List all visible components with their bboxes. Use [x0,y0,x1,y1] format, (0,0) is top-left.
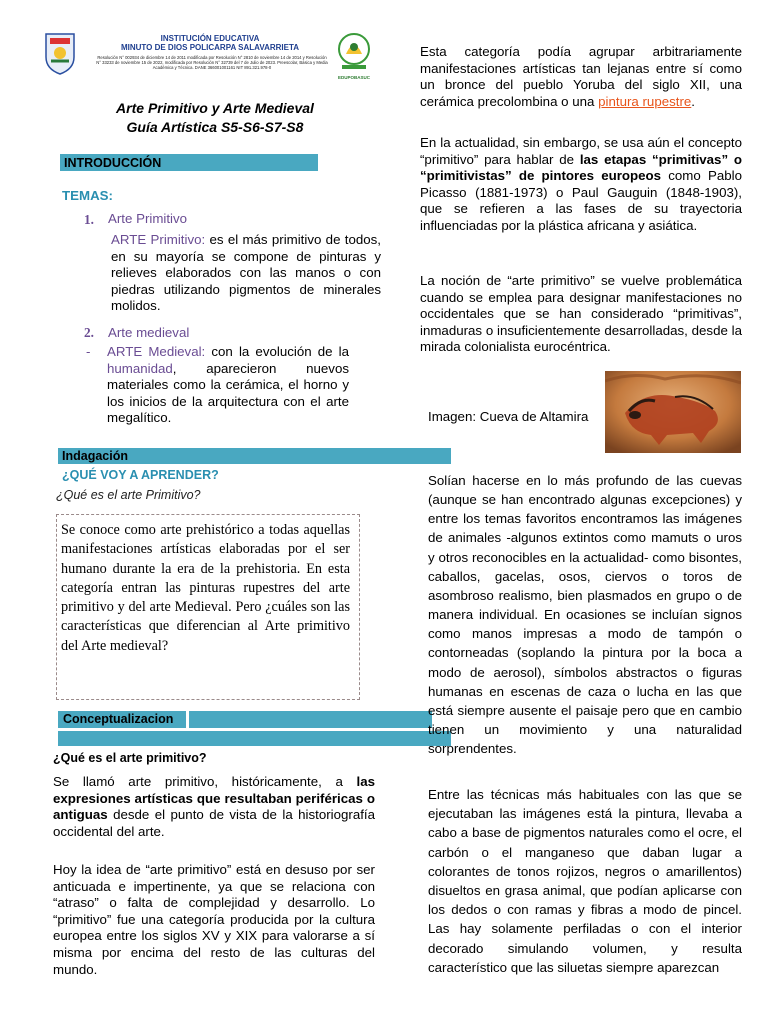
introduccion-label: INTRODUCCIÓN [64,156,162,170]
item2-text-b: , aparecieron nuevos materiales como la cerámica, el horno y los inicios de la arquitectura con el arte megalítico. [107,360,349,426]
title-line1: Arte Primitivo y Arte Medieval [116,100,314,116]
item2-highlight: humanidad [107,360,173,376]
right-p1-b: . [691,93,695,109]
institution-line2: MINUTO DE DIOS POLICARPA SALAVARRIETA [120,43,300,52]
altamira-cave-image [605,371,741,453]
item2-paragraph [107,344,349,427]
concept-paragraph-1 [53,774,375,840]
item1-text: es el más primitivo de todos, en su mayoría se compone de pinturas y relieves elaborados con las manos o con piedras utilizando pigmentos de minerales molidos. [111,232,381,314]
item1-number: 1. [84,212,94,227]
item2-title: Arte medieval [108,325,190,340]
concept-p1-b: desde el punto de vista de la historiografía occidental del arte. [53,807,375,839]
conceptualizacion-label: Conceptualizacion [63,712,174,726]
image-caption: Imagen: Cueva de Altamira [428,409,589,424]
institution-resolution-text: Resolución N° 002934 de diciembre 14 de 2011 modificada por Resolución N° 2810 de noviembre 14 de 2014 y Resolución N° 33233 de noviembre 15 de 2022, modificada por Resolución N° 32739 del 7 de Julio de 2023. Preescolar, Básica y Media Académica y Técnica. DANE 366001001161 NIT 891.321.978-0 [96,55,328,71]
temas-label: TEMAS: [62,188,113,203]
question-arte-primitivo: ¿Qué es el arte Primitivo? [56,488,201,502]
que-es-arte-primitivo-heading: ¿Qué es el arte primitivo? [53,751,207,765]
edupobasuc-logo [336,32,372,78]
right-paragraph-2 [420,135,742,235]
que-voy-aprender-heading: ¿QUÉ VOY A APRENDER? [62,468,219,482]
title-line2: Guía Artística S5-S6-S7-S8 [126,119,304,135]
right-paragraph-1 [420,44,742,110]
indagacion-label: Indagación [62,449,128,463]
item2-dash: - [86,344,91,359]
concept-p1-bold: las expresiones artísticas que resultaban periféricas o antiguas [53,774,375,823]
right-paragraph-5: Entre las técnicas más habituales con las que se ejecutaban las imágenes está la pintura, llevaba a cabo a base de pigmentos naturales como el ocre, el carbón o el manganeso que daban lugar a colorantes de tonos rojizos, negros o amarillentos) disueltos en grasa animal, que podían aplicarse con los dedos o con ramas y fibras a modo de pincel. Las hay solamente perfiladas o con el interior decorado simulando volumen, y resulta característico que las siluetas siempre aparezcan [428,787,742,975]
school-shield-logo [44,31,76,75]
reflection-box-text: Se conoce como arte prehistórico a todas aquellas manifestaciones artísticas elaboradas por el ser humano durante la era de la prehistoria. En esta categoría entran las pinturas rupestres del arte primitivo y del arte Medieval. Pero ¿cuáles son las características que diferencian al Arte primitivo del Arte medieval? [61,522,350,654]
item1-paragraph [111,232,381,315]
edupobasuc-caption: EDUPOBASUC [337,75,370,80]
institution-line1: INSTITUCIÓN EDUCATIVA [160,34,260,43]
right-paragraph-3: La noción de “arte primitivo” se vuelve problemática cuando se emplea para designar manifestaciones no occidentales que se han considerado “primitivas”, inmaduras o insuficientemente desarrolladas, desde la mirada colonialista eurocéntrica. [420,273,742,355]
conceptualizacion-bar-wide [189,711,432,728]
concept-p1-a: Se llamó arte primitivo, históricamente, a [53,774,357,789]
conceptualizacion-bar-bottom [58,731,451,746]
guide-title [60,99,370,137]
right-p2-a: En la actualidad, sin embargo, se usa aún el concepto “primitivo” para hablar de [420,135,742,167]
item1-lead: ARTE Primitivo: [111,232,206,247]
right-p2-bold: las etapas “primitivas” o “primitivistas” de pintores europeos [420,151,743,184]
right-paragraph-4: Solían hacerse en lo más profundo de las cuevas (aunque se han encontrado algunas excepciones) y entre los temas favoritos encontramos las imágenes de animales -algunos extintos como mamuts o uros y otros reconocibles en la actualidad- como bisontes, caballos, gacelas, osos, ciervos o toros de asombroso realismo, bien plasmados en grupo o de manera individual. En ocasiones se incluían signos como manos impresas a modo de tampón o contorneadas (soplando la pintura por la boca a modo de aerosol), símbolos abstractos o figuras humanas en escenas de caza o lucha en las que está siempre ausente el paisaje pero que en cambio tienen un movimiento y una naturalidad sorprendentes. [428,473,742,757]
institution-name [100,34,320,52]
item2-lead: ARTE Medieval: [107,344,206,359]
concept-paragraph-2: Hoy la idea de “arte primitivo” está en desuso por ser anticuada e impertinente, ya que se relaciona con “atraso” o falta de complejidad y desarrollo. Lo “primitivo” fue una categoría producida por la cultura europea entre los siglos XV y XIX para valorarse a sí misma por encima del resto de las culturas del mundo. [53,862,375,977]
item2-number: 2. [84,325,94,340]
right-p2-b: como Pablo Picasso (1881-1973) o Paul Gauguin (1848-1903), que se refieren a las fases de su trayectoria influenciadas por la plástica africana y asiática. [420,168,742,233]
item2-text-a: con la evolución de la [205,344,349,359]
item1-title: Arte Primitivo [108,211,188,226]
pintura-rupestre-link[interactable]: pintura rupestre [598,93,692,109]
right-p1-a: Esta categoría podía agrupar arbitrariamente manifestaciones artísticas tan lejanas entre sí como un bronce del pueblo Yoruba del siglo XII, una cerámica precolombina o una [420,44,742,109]
